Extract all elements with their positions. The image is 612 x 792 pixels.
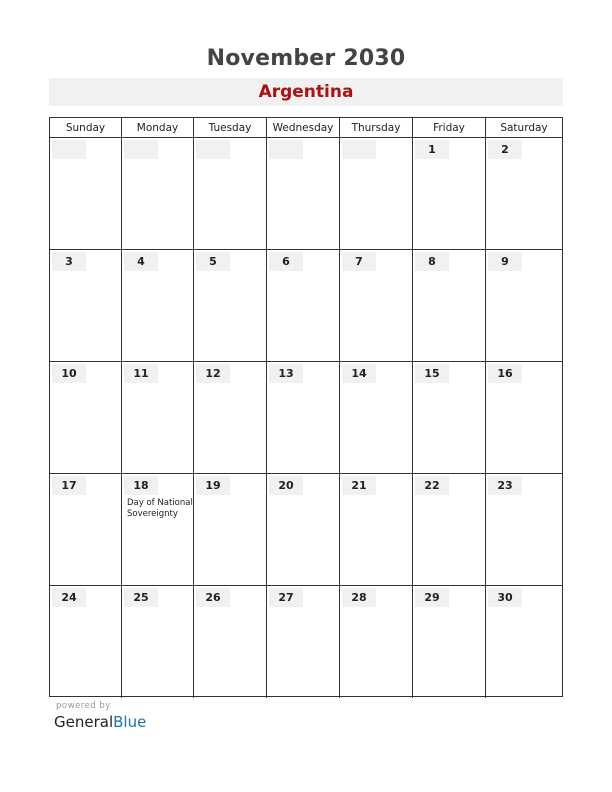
day-number: 4	[124, 252, 158, 271]
day-number: 8	[415, 252, 449, 271]
powered-by-label: powered by	[56, 701, 111, 711]
day-cell[interactable]	[122, 138, 194, 250]
brand-blue: Blue	[113, 713, 147, 731]
day-cell[interactable]	[340, 362, 413, 474]
day-number: 5	[196, 252, 230, 271]
day-number: 30	[488, 588, 522, 607]
day-cell[interactable]	[486, 138, 562, 250]
day-cell[interactable]	[194, 138, 267, 250]
day-cell[interactable]	[413, 138, 486, 250]
day-cell[interactable]	[267, 250, 340, 362]
day-number: 16	[488, 364, 522, 383]
day-cell[interactable]	[194, 586, 267, 698]
day-number: 28	[342, 588, 376, 607]
day-cell[interactable]	[340, 250, 413, 362]
day-number: 13	[269, 364, 303, 383]
day-number	[196, 140, 230, 159]
brand-general: General	[54, 713, 114, 731]
week-row	[50, 586, 562, 698]
day-number: 21	[342, 476, 376, 495]
day-cell[interactable]	[267, 586, 340, 698]
day-cell[interactable]	[194, 362, 267, 474]
day-number: 3	[52, 252, 86, 271]
week-row	[50, 250, 562, 362]
day-number: 15	[415, 364, 449, 383]
weekday-wednesday: Wednesday	[267, 118, 340, 137]
day-number: 27	[269, 588, 303, 607]
week-row	[50, 138, 562, 250]
day-number	[124, 140, 158, 159]
day-number: 2	[488, 140, 522, 159]
page-title: November 2030	[206, 46, 406, 71]
day-cell[interactable]	[122, 250, 194, 362]
day-cell[interactable]	[413, 474, 486, 586]
day-cell[interactable]	[340, 586, 413, 698]
day-cell[interactable]	[267, 138, 340, 250]
weekday-thursday: Thursday	[340, 118, 413, 137]
day-number: 12	[196, 364, 230, 383]
country-banner	[49, 78, 563, 106]
day-cell[interactable]	[413, 250, 486, 362]
day-number: 25	[124, 588, 158, 607]
day-cell[interactable]	[50, 586, 122, 698]
day-cell[interactable]	[340, 138, 413, 250]
day-cell[interactable]	[486, 586, 562, 698]
day-cell[interactable]	[50, 138, 122, 250]
day-cell[interactable]	[50, 250, 122, 362]
country-name: Argentina	[258, 82, 354, 102]
weekday-tuesday: Tuesday	[194, 118, 267, 137]
week-row	[50, 362, 562, 474]
holiday-label: Day of National Sovereignty	[127, 498, 193, 519]
day-number: 17	[52, 476, 86, 495]
day-cell[interactable]	[50, 362, 122, 474]
day-number: 9	[488, 252, 522, 271]
day-cell[interactable]	[413, 586, 486, 698]
weekday-header-row	[50, 118, 562, 138]
calendar-grid	[49, 117, 563, 697]
day-number: 19	[196, 476, 230, 495]
day-number: 24	[52, 588, 86, 607]
day-number: 20	[269, 476, 303, 495]
day-cell[interactable]	[122, 474, 194, 586]
day-cell[interactable]	[50, 474, 122, 586]
day-number: 7	[342, 252, 376, 271]
weekday-friday: Friday	[413, 118, 486, 137]
weekday-monday: Monday	[122, 118, 194, 137]
weekday-saturday: Saturday	[500, 122, 548, 134]
day-cell[interactable]	[194, 250, 267, 362]
day-number	[269, 140, 303, 159]
day-number	[342, 140, 376, 159]
day-number: 26	[196, 588, 230, 607]
day-cell[interactable]	[122, 586, 194, 698]
day-cell[interactable]	[122, 362, 194, 474]
weekday-sunday: Sunday	[50, 118, 122, 137]
day-number: 10	[52, 364, 86, 383]
day-cell[interactable]	[486, 474, 562, 586]
day-cell[interactable]	[486, 362, 562, 474]
day-cell[interactable]	[340, 474, 413, 586]
day-number: 6	[269, 252, 303, 271]
day-number: 11	[124, 364, 158, 383]
day-number: 18	[124, 476, 158, 495]
day-cell[interactable]	[267, 362, 340, 474]
day-cell[interactable]	[413, 362, 486, 474]
day-number: 14	[342, 364, 376, 383]
day-cell[interactable]	[486, 250, 562, 362]
week-row	[50, 474, 562, 586]
brand-logo[interactable]	[54, 713, 146, 731]
day-cell[interactable]	[194, 474, 267, 586]
day-cell[interactable]	[267, 474, 340, 586]
day-number: 1	[415, 140, 449, 159]
day-number: 29	[415, 588, 449, 607]
day-number: 22	[415, 476, 449, 495]
day-number	[52, 140, 86, 159]
day-number: 23	[488, 476, 522, 495]
